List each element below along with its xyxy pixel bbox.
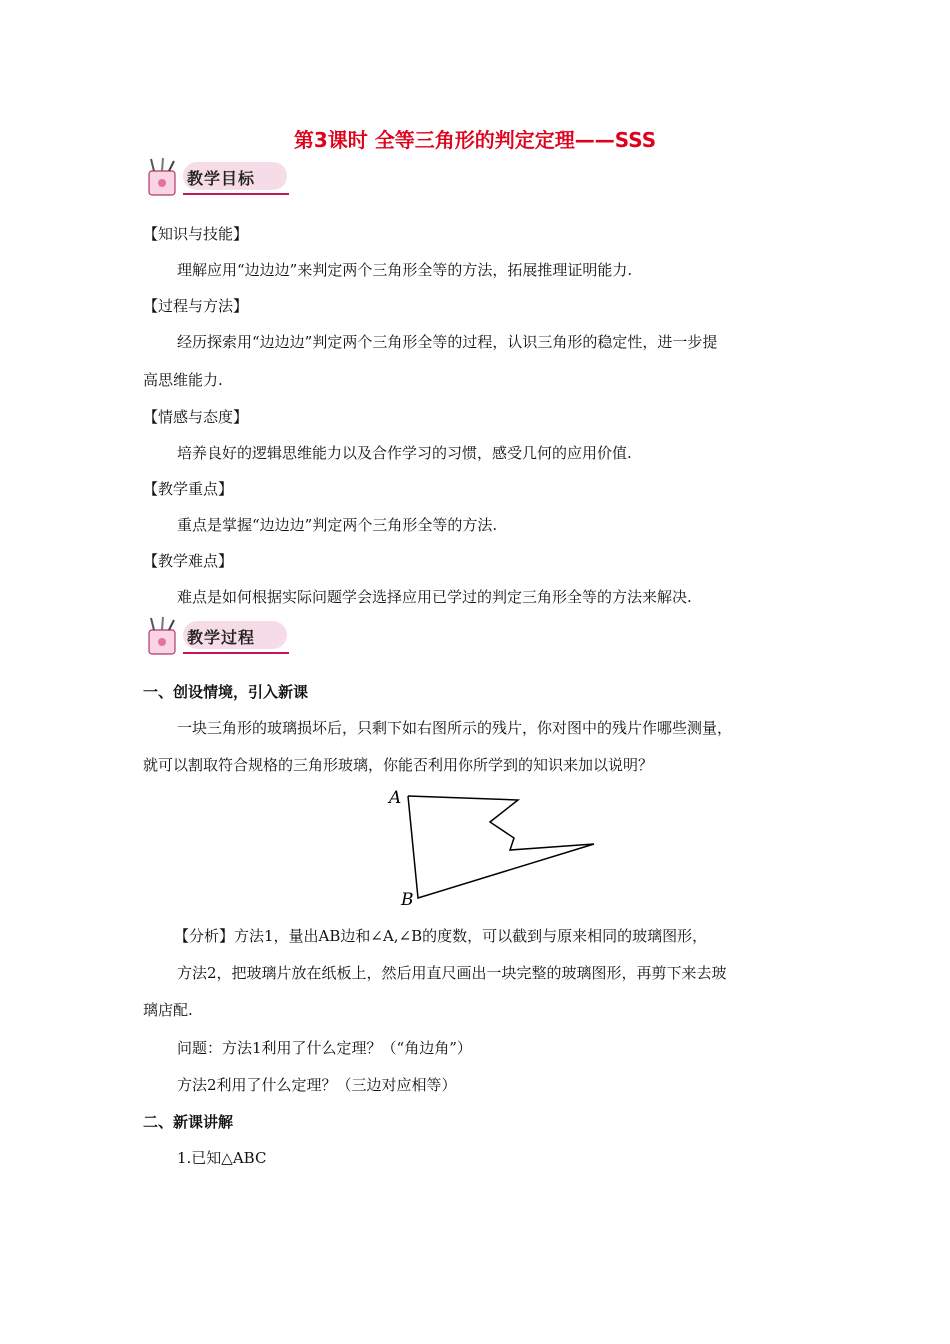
intro-text-1: 一块三角形的玻璃损坏后，只剩下如右图所示的残片，你对图中的残片作哪些测量， (177, 719, 733, 737)
question-text-2: 方法2利用了什么定理？（三边对应相等） (177, 1076, 457, 1094)
analysis-text-2: 方法2，把玻璃片放在纸板上，然后用直尺画出一块完整的玻璃图形，再剪下来去玻 (177, 964, 727, 982)
method-text-2: 高思维能力. (143, 371, 223, 389)
analysis-text-1: 【分析】方法1，量出AB边和∠A,∠B的度数，可以截到与原来相同的玻璃图形， (174, 927, 708, 945)
section-banner-process (143, 616, 291, 658)
method-text-1: 经历探索用“边边边”判定两个三角形全等的过程，认识三角形的稳定性，进一步提 (177, 333, 718, 351)
section-2-heading: 二、新课讲解 (143, 1113, 234, 1131)
difficult-text: 难点是如何根据实际问题学会选择应用已学过的判定三角形全等的方法来解决. (177, 588, 692, 606)
glass-fragment-outline (408, 796, 594, 898)
knowledge-heading: 【知识与技能】 (143, 225, 249, 243)
broken-glass-figure (380, 784, 610, 914)
knowledge-text: 理解应用“边边边”来判定两个三角形全等的方法，拓展推理证明能力. (177, 261, 633, 279)
banner-label-process: 教学过程 (187, 628, 256, 647)
vertex-label-a: A (389, 788, 402, 808)
key-text: 重点是掌握“边边边”判定两个三角形全等的方法. (177, 516, 498, 534)
section-1-heading: 一、创设情境，引入新课 (143, 683, 309, 701)
attitude-heading: 【情感与态度】 (143, 408, 249, 426)
method-heading: 【过程与方法】 (143, 297, 249, 315)
attitude-text: 培养良好的逻辑思维能力以及合作学习的习惯，感受几何的应用价值. (177, 444, 632, 462)
banner-label-goals: 教学目标 (187, 169, 256, 188)
item-1-text: 1.已知△ABC (177, 1149, 267, 1167)
page-title: 第3课时 全等三角形的判定定理——SSS (293, 128, 657, 152)
intro-text-2: 就可以割取符合规格的三角形玻璃，你能否利用你所学到的知识来加以说明？ (143, 756, 654, 774)
analysis-text-3: 璃店配. (143, 1001, 193, 1019)
vertex-label-b: B (401, 890, 414, 910)
question-text-1: 问题：方法1利用了什么定理？（“角边角”） (177, 1039, 472, 1057)
key-heading: 【教学重点】 (143, 480, 234, 498)
section-banner-goals (143, 157, 291, 199)
difficult-heading: 【教学难点】 (143, 552, 234, 570)
